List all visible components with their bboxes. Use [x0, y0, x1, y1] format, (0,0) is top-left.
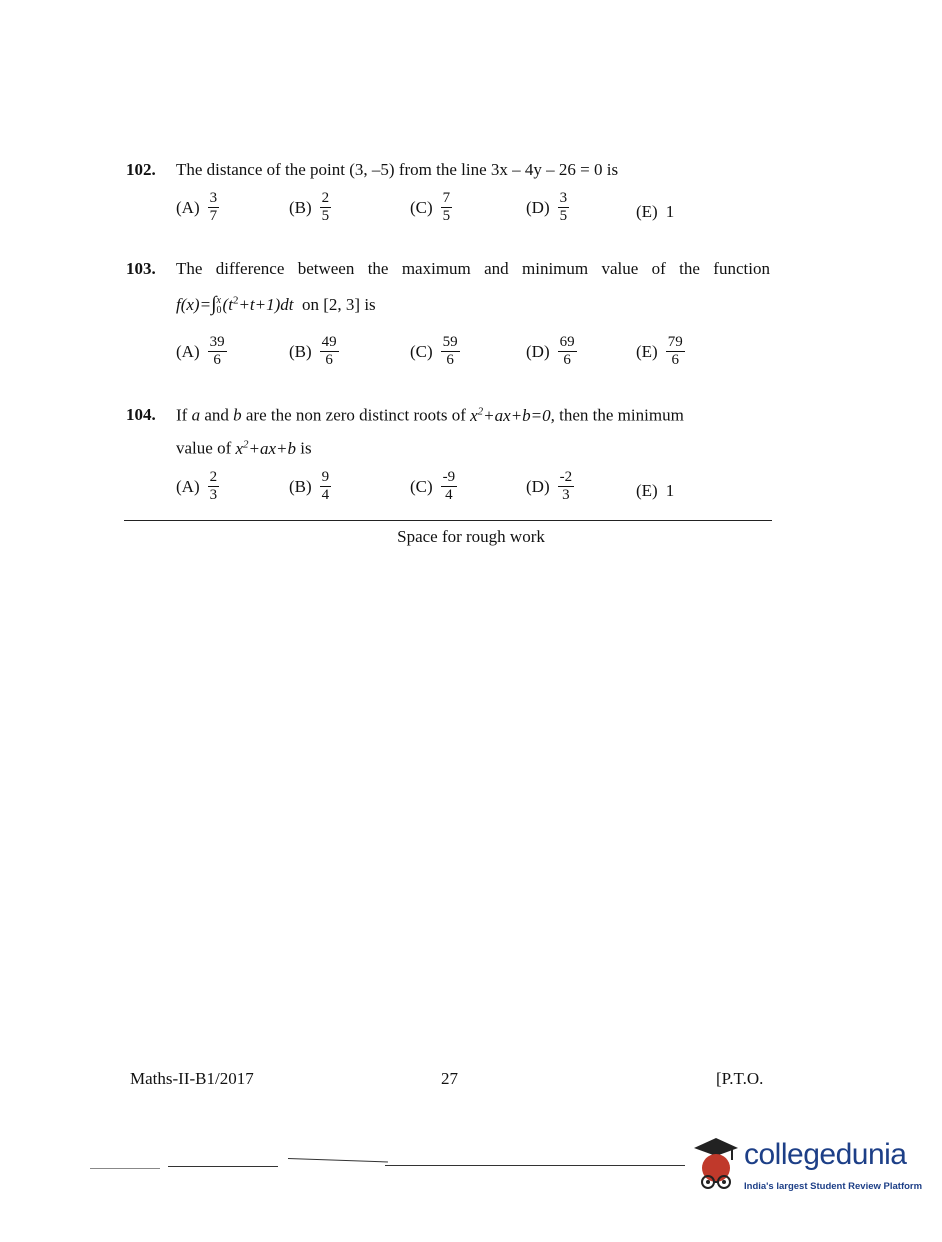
scan-line — [90, 1168, 160, 1169]
fraction: $\frac{2}{5}$ — [321, 190, 330, 224]
option-label: (E) — [636, 341, 658, 361]
fraction: $\frac{-2}{3}$ — [559, 469, 573, 503]
option-label: (D) — [526, 197, 550, 217]
question-text-line1: If a and b are the non zero distinct roots of $x^2+ax+b=0$, then the minimum — [176, 405, 684, 425]
option-104-a — [176, 470, 219, 503]
question-number: 103. — [126, 259, 156, 278]
option-label: (C) — [410, 197, 433, 217]
option-label: (A) — [176, 197, 200, 217]
option-label: (D) — [526, 341, 550, 361]
option-label: (A) — [176, 476, 200, 496]
option-102-a — [176, 191, 219, 224]
option-label: (B) — [289, 476, 312, 496]
integrand: (t — [222, 295, 233, 314]
fraction: $\frac{3}{5}$ — [559, 190, 568, 224]
mascot-icon — [686, 1134, 746, 1198]
option-label: (B) — [289, 341, 312, 361]
page-number: 27 — [441, 1069, 458, 1088]
fraction: $\frac{2}{3}$ — [209, 469, 218, 503]
option-value: 1 — [665, 202, 675, 221]
question-text-line2: value of $x^2+ax+b$ is — [176, 438, 312, 458]
option-104-c — [410, 470, 457, 503]
function-lhs: f(x)= — [176, 295, 212, 314]
divider-line — [124, 520, 772, 521]
question-text: The distance of the point (3, –5) from the line 3x – 4y – 26 = 0 is — [176, 160, 619, 179]
logo-tagline: India's largest Student Review Platform — [744, 1181, 923, 1192]
fraction: $\frac{49}{6}$ — [321, 334, 337, 368]
option-label: (A) — [176, 341, 200, 361]
scan-line — [385, 1165, 685, 1166]
option-102-b — [289, 191, 331, 224]
option-label: (B) — [289, 197, 312, 217]
option-103-d — [526, 335, 577, 368]
expression: $x^2+ax+b$ — [235, 438, 297, 458]
option-value: 1 — [665, 481, 675, 500]
option-103-e — [636, 335, 685, 368]
option-label: (D) — [526, 476, 550, 496]
interval-text: on [2, 3] is — [302, 295, 376, 314]
option-label: (E) — [636, 202, 658, 221]
footer-right: [P.T.O. — [716, 1069, 764, 1088]
fraction: $\frac{69}{6}$ — [559, 334, 575, 368]
fraction: $\frac{7}{5}$ — [442, 190, 451, 224]
fraction: $\frac{3}{7}$ — [209, 190, 218, 224]
option-label: (C) — [410, 341, 433, 361]
fraction: $\frac{39}{6}$ — [209, 334, 225, 368]
scan-line — [168, 1166, 278, 1167]
question-text-line1: The difference between the maximum and minimum value of the function — [176, 259, 770, 278]
option-103-a — [176, 335, 227, 368]
option-label: (C) — [410, 476, 433, 496]
option-103-c — [410, 335, 460, 368]
rough-work-label: Space for rough work — [397, 527, 545, 546]
option-102-c — [410, 191, 452, 224]
fraction: $\frac{-9}{4}$ — [442, 469, 456, 503]
fraction: $\frac{59}{6}$ — [442, 334, 458, 368]
integral-sign: ∫ — [211, 293, 217, 315]
option-102-e — [636, 202, 674, 222]
option-104-d — [526, 470, 574, 503]
integrand-exponent: 2 — [232, 294, 239, 307]
integral-lower-limit: 0 — [216, 305, 222, 317]
option-102-d — [526, 191, 569, 224]
equation: $x^2+ax+b=0$, — [470, 405, 555, 425]
option-104-e — [636, 481, 674, 501]
integral-upper-limit: x — [216, 295, 221, 307]
option-103-b — [289, 335, 339, 368]
fraction: $\frac{9}{4}$ — [321, 469, 330, 503]
option-label: (E) — [636, 481, 658, 500]
option-104-b — [289, 470, 331, 503]
scan-line — [288, 1158, 388, 1162]
variable-b: b — [233, 405, 242, 425]
question-number: 104. — [126, 405, 156, 424]
integrand-rest: +t+1)dt — [238, 295, 294, 314]
collegedunia-logo — [686, 1134, 922, 1198]
fraction: $\frac{79}{6}$ — [667, 334, 683, 368]
variable-a: a — [191, 405, 201, 425]
logo-wordmark: collegedunia — [744, 1138, 907, 1171]
question-number: 102. — [126, 160, 156, 179]
question-text-line2 — [176, 293, 376, 316]
footer-left: Maths-II-B1/2017 — [130, 1069, 254, 1088]
